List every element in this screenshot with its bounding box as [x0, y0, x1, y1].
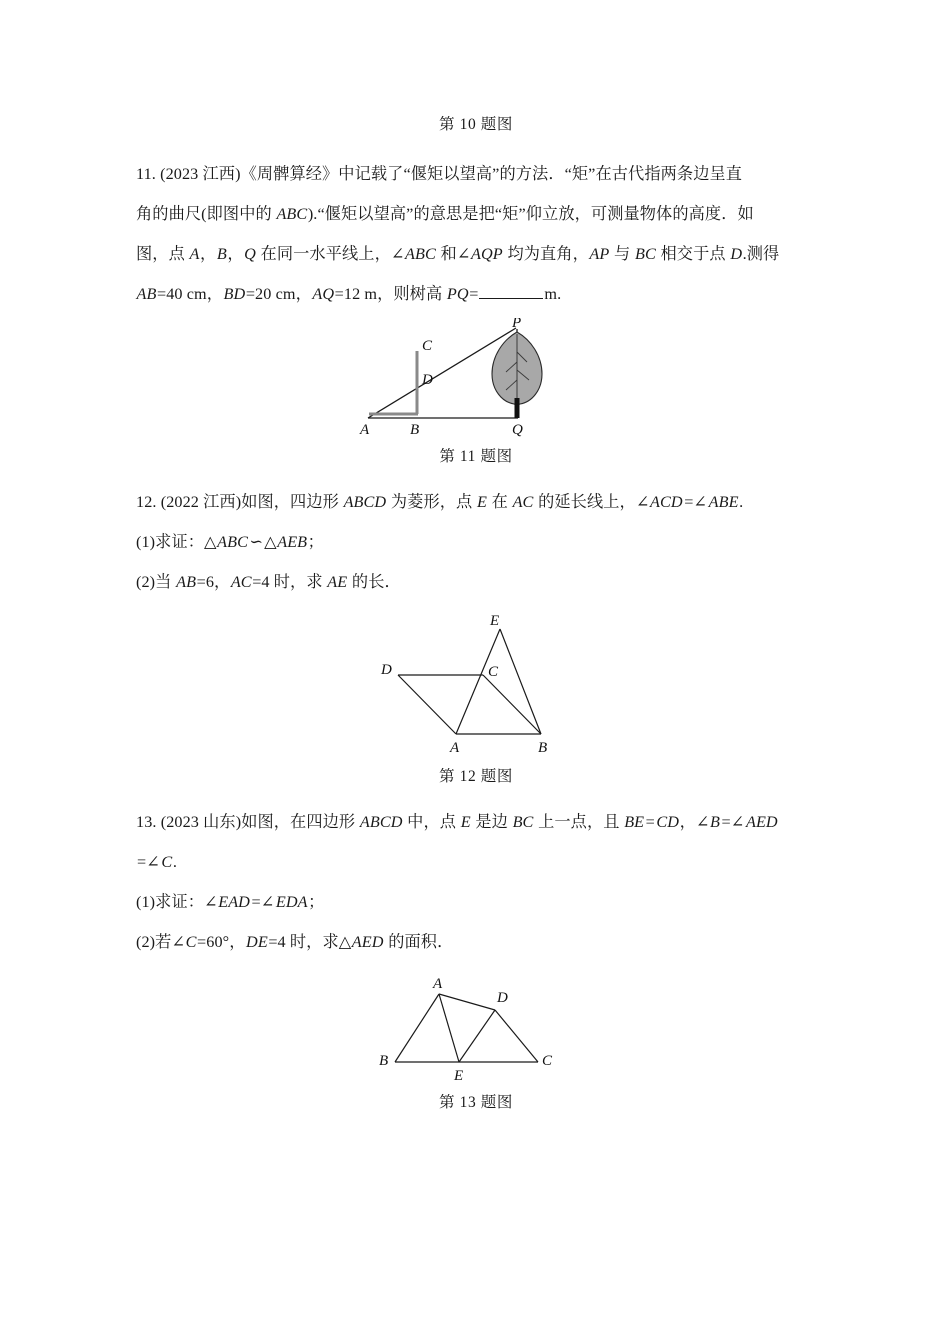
p12p2d: 的长． [347, 573, 401, 591]
t33: ， [227, 245, 244, 263]
tree-trunk [515, 398, 520, 418]
var-e: E [476, 493, 487, 511]
line-CB [483, 675, 541, 734]
p13p2d: 的面积． [384, 933, 454, 951]
p13p2a: (2)若∠ [136, 933, 186, 951]
problem-12-part-1 [136, 522, 816, 562]
p12eq: =∠ [684, 493, 708, 511]
line-AE [439, 994, 459, 1062]
var-c: C [161, 853, 173, 871]
var-aed: AED [745, 813, 778, 831]
problem-12-part-2 [136, 562, 816, 602]
var-bc2: BC [512, 813, 534, 831]
t32: ， [200, 245, 217, 263]
figure-13 [136, 970, 816, 1088]
line-ACE [456, 629, 500, 734]
problem-11-text-c: ).“偃矩以望高”的意思是把“矩”仰立放，可测量物体的高度．如 [307, 205, 754, 223]
var-abe: ABE [708, 493, 739, 511]
p13p1b: =∠ [251, 893, 275, 911]
problem-11-line-1 [136, 154, 816, 194]
line-BA [395, 994, 439, 1062]
problem-13-line-1 [136, 802, 816, 842]
label-C: C [422, 338, 433, 354]
p12p2c: =4 时，求 [252, 573, 327, 591]
problem-11-number: 11. [136, 165, 156, 183]
p13t3: 是边 [471, 813, 513, 831]
unit-m: m. [544, 285, 562, 303]
p13p2c: =4 时，求△ [268, 933, 352, 951]
label-A: A [450, 740, 460, 756]
problem-11-line-4 [136, 274, 816, 314]
p12p1b: △ [264, 533, 277, 551]
p13t6: =∠ [137, 853, 160, 871]
problem-11-source: (2023 江西) [160, 165, 241, 183]
label-B: B [538, 740, 548, 756]
t36: 均为直角， [503, 245, 589, 263]
problem-12-number: 12. [136, 493, 157, 511]
line-AD [439, 994, 495, 1010]
label-D: D [381, 662, 392, 678]
t38: 相交于点 [656, 245, 730, 263]
problem-11-text-b: 角的曲尺(即图中的 [136, 205, 276, 223]
label-D: D [422, 372, 433, 388]
p12p2a: (2)当 [136, 573, 176, 591]
var-aqp: AQP [471, 245, 503, 263]
p13t1: 如图，在四边形 [241, 813, 360, 831]
var-aq: AQ [312, 285, 335, 303]
p13p1c: ； [308, 893, 325, 911]
label-A: A [433, 976, 443, 992]
p12p2b: =6， [196, 573, 231, 591]
var-aeb: AEB [277, 533, 308, 551]
p13eq2: =∠ [721, 813, 745, 831]
p12t1: 如图，四边形 [241, 493, 344, 511]
figure-11 [136, 318, 816, 440]
var-abc3: ABC [217, 533, 248, 551]
figure-12-caption: 第 12 题图 [439, 768, 513, 785]
var-cd: CD [656, 813, 680, 831]
t43: ，则树高 [377, 285, 447, 303]
var-b2: B [710, 813, 721, 831]
p13p2b: =60°， [197, 933, 246, 951]
label-E: E [454, 1068, 464, 1084]
answer-blank-11[interactable] [479, 284, 543, 299]
var-bc: BC [634, 245, 656, 263]
p12p1c: ； [307, 533, 324, 551]
p13eq1: = [645, 813, 655, 831]
eq-pq: = [469, 285, 479, 303]
label-P: P [512, 318, 522, 331]
p12p1a: (1)求证：△ [136, 533, 217, 551]
var-abc2: ABC [405, 245, 436, 263]
line-DA [398, 675, 456, 734]
var-pq: PQ [446, 285, 469, 303]
problem-13-line-2 [136, 842, 816, 882]
var-d: D [730, 245, 743, 263]
page-content [136, 0, 816, 1112]
figure-13-svg [361, 970, 591, 1088]
var-a: A [189, 245, 200, 263]
label-Q: Q [512, 422, 523, 438]
problem-12-line-1 [136, 482, 816, 522]
var-ab2: AB [176, 573, 197, 591]
label-D: D [497, 990, 508, 1006]
var-abcd2: ABCD [359, 813, 403, 831]
var-aed2: AED [351, 933, 384, 951]
label-C: C [542, 1053, 553, 1069]
p13t2: 中，点 [403, 813, 461, 831]
t31: 图，点 [136, 245, 190, 263]
problem-12 [136, 482, 816, 602]
p12t3: 在 [487, 493, 513, 511]
val-bd: =20 cm [245, 285, 296, 303]
problem-11-text-a: 《周髀算经》中记载了“偃矩以望高”的方法．“矩”在古代指两条边呈直 [240, 165, 743, 183]
problem-11-line-2 [136, 194, 816, 234]
var-b: B [216, 245, 227, 263]
line-EB [500, 629, 541, 734]
problem-13-part-1 [136, 882, 816, 922]
p12t2: 为菱形，点 [386, 493, 477, 511]
var-ae: AE [327, 573, 348, 591]
figure-11-svg [346, 318, 606, 440]
line-DC [495, 1010, 538, 1062]
line-ED [459, 1010, 495, 1062]
problem-12-source: (2022 江西) [160, 493, 242, 511]
t42: ， [295, 285, 312, 303]
var-ap: AP [589, 245, 610, 263]
similar-symbol: ∽ [249, 533, 264, 551]
label-A: A [360, 422, 370, 438]
figure-12 [136, 612, 816, 762]
var-c2: C [185, 933, 197, 951]
var-abcd: ABCD [343, 493, 387, 511]
problem-13-source: (2023 山东) [160, 813, 242, 831]
figure-12-svg [361, 612, 591, 762]
t34: 在同一水平线上，∠ [256, 245, 405, 263]
figure-13-caption: 第 13 题图 [439, 1094, 513, 1111]
var-e2: E [460, 813, 471, 831]
var-de: DE [246, 933, 268, 951]
problem-13-part-2 [136, 922, 816, 962]
label-B: B [410, 422, 420, 438]
problem-13 [136, 802, 816, 962]
t39: .测得 [742, 245, 780, 263]
var-eda: EDA [275, 893, 308, 911]
figure-10-caption: 第 10 题图 [439, 116, 513, 133]
val-aq: =12 m [334, 285, 378, 303]
p13p1a: (1)求证：∠ [136, 893, 218, 911]
p12t4: 的延长线上，∠ [533, 493, 650, 511]
t35: 和∠ [436, 245, 471, 263]
figure-11-caption: 第 11 题图 [439, 448, 513, 465]
var-q: Q [244, 245, 256, 263]
var-ac2: AC [230, 573, 252, 591]
var-abc: ABC [276, 205, 308, 223]
var-ac: AC [512, 493, 534, 511]
var-bd: BD [223, 285, 246, 303]
p13t5: ，∠ [679, 813, 710, 831]
var-be: BE [624, 813, 645, 831]
label-C: C [488, 664, 499, 680]
p13t7: . [172, 853, 177, 871]
var-ead: EAD [218, 893, 250, 911]
label-B: B [379, 1053, 389, 1069]
problem-11 [136, 154, 816, 314]
val-ab: =40 cm [156, 285, 207, 303]
t41: ， [206, 285, 224, 303]
var-acd: ACD [650, 493, 683, 511]
p12t5: . [739, 493, 744, 511]
label-E: E [490, 613, 500, 629]
t37: 与 [609, 245, 635, 263]
problem-13-number: 13. [136, 813, 157, 831]
var-ab: AB [136, 285, 157, 303]
p13t4: 上一点，且 [533, 813, 624, 831]
problem-11-line-3 [136, 234, 816, 274]
